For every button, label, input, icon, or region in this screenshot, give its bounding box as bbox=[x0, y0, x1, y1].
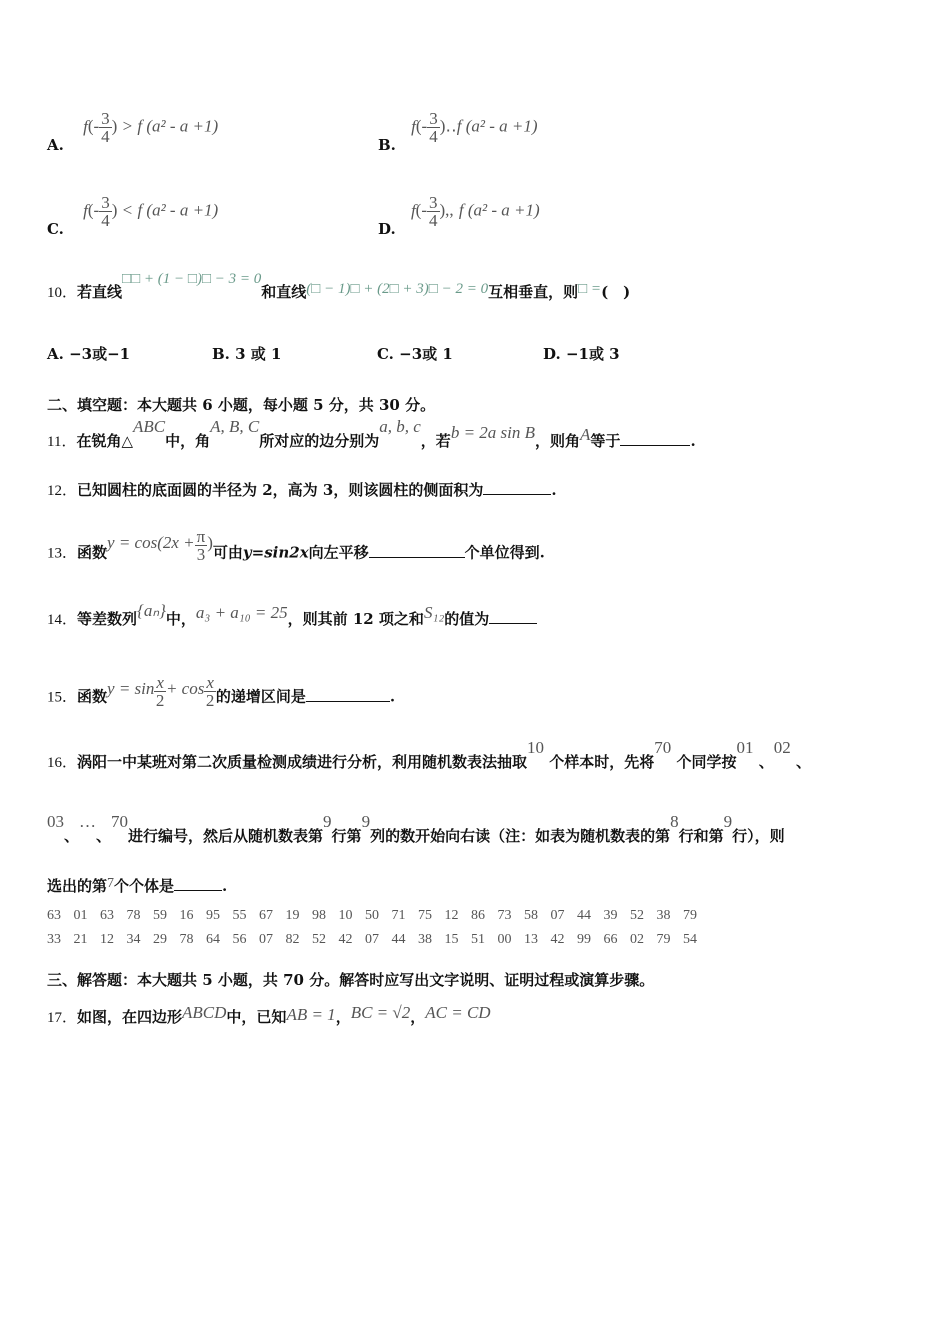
answer-blank[interactable] bbox=[306, 687, 390, 702]
math: 02 bbox=[773, 738, 791, 757]
text: . bbox=[222, 877, 228, 895]
text: 、 bbox=[64, 827, 80, 845]
math: □□ + (1 − □)□ − 3 = 0 bbox=[122, 271, 262, 287]
fraction bbox=[99, 194, 112, 229]
math: ABCD bbox=[182, 1003, 227, 1022]
numerator: π bbox=[196, 527, 206, 546]
math: ) bbox=[111, 200, 118, 220]
math: (- bbox=[415, 200, 427, 220]
math: ) bbox=[207, 532, 213, 552]
math: {aₙ} bbox=[137, 601, 166, 620]
math: f bbox=[83, 116, 88, 136]
text: 的递增区间是 bbox=[215, 687, 306, 706]
question-number: 10． bbox=[47, 285, 78, 301]
text: 涡阳一中某班对第二次质量检测成绩进行分析，利用随机数表法抽取 bbox=[77, 753, 528, 771]
math: b = 2a sin B bbox=[450, 423, 536, 442]
math: S₁₂ bbox=[423, 603, 445, 622]
math: 70 bbox=[654, 738, 672, 757]
text: 行和第 bbox=[678, 827, 724, 845]
math: y = cos(2x + bbox=[107, 532, 195, 552]
option-label: C. bbox=[47, 219, 64, 238]
option-text: −1或 3 bbox=[565, 345, 620, 363]
math: (□ − 1)□ + (2□ + 3)□ − 2 = 0 bbox=[306, 281, 489, 297]
math: ) bbox=[111, 116, 118, 136]
math: ) bbox=[439, 200, 446, 220]
text: ， bbox=[335, 1008, 351, 1026]
option-label: B. bbox=[212, 345, 230, 363]
math: + cos bbox=[165, 678, 205, 698]
text: 可由 bbox=[212, 543, 243, 562]
text: 函数 bbox=[77, 687, 108, 706]
question-15 bbox=[47, 673, 396, 715]
text: 等于 bbox=[590, 432, 621, 450]
math: f (a² - a +1) bbox=[458, 200, 540, 220]
text: 、 bbox=[96, 827, 112, 845]
question-14 bbox=[47, 601, 537, 630]
math: 9 bbox=[323, 812, 332, 831]
option-label: A. bbox=[47, 345, 64, 363]
operator: < bbox=[122, 200, 133, 220]
q9-option-c bbox=[47, 193, 219, 238]
math: a₃ + a₁₀ = 25 bbox=[195, 603, 288, 622]
question-16-line-2 bbox=[47, 812, 785, 846]
section-3-heading: 三、解答题：本大题共 5 小题，共 70 分。解答时应写出文字说明、证明过程或演算步骤。 bbox=[47, 971, 655, 989]
fraction bbox=[204, 674, 216, 709]
math: 9 bbox=[723, 812, 733, 831]
operator: > bbox=[122, 116, 133, 136]
math: A bbox=[580, 425, 591, 444]
question-number: 11． bbox=[47, 434, 77, 450]
answer-blank[interactable] bbox=[483, 480, 551, 495]
fraction bbox=[154, 674, 166, 709]
text: 已知圆柱的底面圆的半径为 2，高为 3，则该圆柱的侧面积为 bbox=[77, 481, 484, 499]
option-label: C. bbox=[377, 345, 394, 363]
question-number: 17． bbox=[47, 1010, 78, 1026]
question-11 bbox=[47, 417, 696, 452]
text: 行第 bbox=[331, 827, 362, 845]
math: 8 bbox=[670, 812, 679, 831]
math: 7 bbox=[107, 876, 115, 891]
answer-blank[interactable] bbox=[174, 876, 222, 891]
option-label: D. bbox=[378, 219, 396, 238]
q9-option-b bbox=[378, 109, 538, 154]
text: 的值为 bbox=[444, 610, 490, 628]
math: AC = CD bbox=[425, 1003, 491, 1022]
denominator: 2 bbox=[155, 691, 165, 710]
fraction bbox=[427, 194, 440, 229]
answer-blank[interactable] bbox=[369, 543, 465, 558]
section-2-heading: 二、填空题：本大题共 6 小题，每小题 5 分，共 30 分。 bbox=[47, 396, 436, 414]
answer-blank[interactable] bbox=[489, 609, 537, 624]
math: f (a² - a +1) bbox=[137, 116, 219, 136]
math: (- bbox=[87, 200, 100, 220]
question-12 bbox=[47, 480, 557, 501]
random-number-table-row-8: 63 01 63 78 59 16 95 55 67 19 98 10 50 71 75 12 86 73 58 07 44 39 52 38 79 bbox=[47, 908, 697, 923]
text: 向左平移 bbox=[308, 543, 369, 562]
text: ， bbox=[410, 1008, 426, 1026]
math: ABC bbox=[133, 417, 166, 436]
math: y=sin2x bbox=[242, 543, 309, 562]
text: 进行编号，然后从随机数表第 bbox=[128, 827, 324, 845]
question-13 bbox=[47, 527, 545, 571]
question-number: 13． bbox=[47, 545, 78, 562]
math: f (a² - a +1) bbox=[456, 116, 538, 136]
option-text: −3或 1 bbox=[399, 345, 453, 363]
math: ) bbox=[439, 116, 446, 136]
text: 若直线 bbox=[77, 283, 123, 301]
numerator: x bbox=[206, 673, 214, 692]
math: (- bbox=[87, 116, 100, 136]
q10-option-d bbox=[543, 344, 620, 364]
text: 个个体是 bbox=[114, 877, 175, 895]
denominator: 4 bbox=[429, 127, 438, 146]
question-number: 16． bbox=[47, 755, 78, 771]
denominator: 4 bbox=[101, 211, 110, 230]
q10-option-a bbox=[47, 344, 130, 364]
text: 、 bbox=[796, 753, 812, 771]
math: f bbox=[410, 200, 416, 220]
text: ，则角 bbox=[535, 432, 581, 450]
operator: ,, bbox=[445, 200, 454, 220]
math: f bbox=[83, 200, 88, 220]
text: 函数 bbox=[77, 543, 108, 562]
option-label: B. bbox=[378, 135, 396, 154]
text: 所对应的边分别为 bbox=[259, 432, 380, 450]
text: ，若 bbox=[420, 432, 451, 450]
option-text: 3 或 1 bbox=[235, 345, 282, 363]
denominator: 4 bbox=[429, 211, 438, 230]
random-number-table-row-9: 33 21 12 34 29 78 64 56 07 82 52 42 07 44 38 15 51 00 13 42 99 66 02 79 54 bbox=[47, 932, 697, 947]
answer-blank[interactable] bbox=[620, 431, 690, 446]
fraction bbox=[99, 110, 112, 145]
q9-option-d bbox=[378, 193, 540, 238]
q10-option-b bbox=[212, 344, 281, 364]
denominator: 2 bbox=[205, 691, 215, 710]
text: ，则其前 12 项之和 bbox=[287, 610, 424, 628]
denominator: 4 bbox=[101, 127, 110, 146]
math: BC = √2 bbox=[350, 1003, 411, 1022]
text: 在锐角△ bbox=[76, 432, 133, 450]
numerator: 3 bbox=[429, 109, 438, 128]
text: 中， bbox=[165, 610, 196, 628]
text: 和直线 bbox=[261, 283, 307, 301]
math: 10 bbox=[527, 738, 545, 757]
math: a, b, c bbox=[379, 417, 421, 436]
operator: ‥ bbox=[445, 116, 457, 136]
math: f bbox=[411, 116, 416, 136]
math: 9 bbox=[361, 812, 371, 831]
q10-option-c bbox=[377, 344, 453, 364]
math: □ = bbox=[578, 281, 602, 297]
text: 个单位得到. bbox=[464, 543, 545, 562]
denominator: 3 bbox=[196, 545, 206, 564]
question-10 bbox=[47, 271, 631, 303]
option-label: A. bbox=[47, 135, 64, 154]
numerator: 3 bbox=[101, 193, 110, 212]
numerator: 3 bbox=[101, 109, 110, 128]
math: 01 bbox=[736, 738, 754, 757]
question-number: 14． bbox=[47, 612, 78, 628]
text: 中，已知 bbox=[226, 1008, 287, 1026]
text: 如图，在四边形 bbox=[77, 1008, 183, 1026]
text: 等差数列 bbox=[77, 610, 138, 628]
numerator: 3 bbox=[429, 193, 438, 212]
fraction bbox=[195, 528, 208, 563]
q9-option-a bbox=[47, 109, 219, 154]
text: 、 bbox=[758, 753, 774, 771]
math: (- bbox=[415, 116, 428, 136]
text: . bbox=[690, 432, 696, 450]
fraction bbox=[427, 110, 440, 145]
question-17 bbox=[47, 1003, 491, 1028]
answer-paren: ( ) bbox=[601, 283, 631, 301]
math: … bbox=[79, 812, 97, 831]
text: . bbox=[551, 481, 557, 499]
text: 列的数开始向右读（注：如表为随机数表的第 bbox=[370, 827, 671, 845]
text: 个同学按 bbox=[676, 753, 737, 771]
numerator: x bbox=[156, 673, 164, 692]
text: 互相垂直，则 bbox=[488, 283, 579, 301]
math: AB = 1 bbox=[286, 1005, 336, 1024]
text: 个样本时，先将 bbox=[549, 753, 655, 771]
math: f (a² - a +1) bbox=[137, 200, 219, 220]
math: 03 bbox=[47, 812, 64, 831]
math: 70 bbox=[111, 812, 129, 831]
text: 中，角 bbox=[165, 432, 211, 450]
question-number: 15． bbox=[47, 689, 78, 706]
option-text: −3或−1 bbox=[69, 345, 131, 363]
question-number: 12． bbox=[47, 483, 78, 499]
question-16-line-3 bbox=[47, 876, 227, 898]
math: y = sin bbox=[107, 678, 155, 698]
text: . bbox=[389, 687, 396, 706]
text: 选出的第 bbox=[47, 877, 108, 895]
text: 行），则 bbox=[732, 827, 785, 845]
math: A, B, C bbox=[210, 417, 260, 436]
option-label: D. bbox=[543, 345, 561, 363]
question-16-line-1 bbox=[47, 738, 812, 773]
